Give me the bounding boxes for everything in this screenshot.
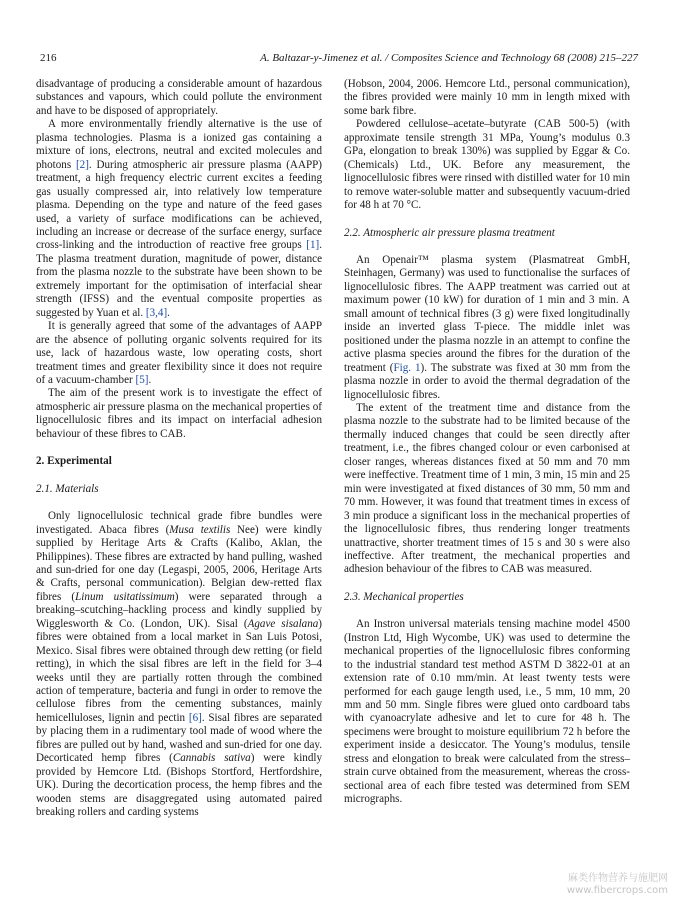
subsection-heading-mechanical: 2.3. Mechanical properties — [344, 590, 464, 603]
right-column — [344, 78, 630, 807]
subsection-heading-plasma: 2.2. Atmospheric air pressure plasma treatment — [344, 226, 555, 239]
paragraph-treatment-extent: The extent of the treatment time and distance from the plasma nozzle to the substrate had to be limited because of the thermally induced changes that could be seen directly after treatment, i.e., the fibres changed colour or even carbonised at closer ranges, whereas distances fixed at 50 mm and 70 mm were ineffective. Treatment time of 1 min, 3 min, 15 min and 25 min were investigated at fixed distances of 30 mm, 50 mm and 70 mm. However, it was found that treatment times in excess of 3 min produce a significant loss in the mechanical properties of the lignocellulosic fibres, thus rendering longer treatments unattractive, shorter treatment times of 15 s and 30 s were also ineffective. After treatment, the mechanical properties and adhesion behaviour of the fibres to CAB was measured. — [344, 401, 630, 576]
paragraph-materials: Only lignocellulosic technical grade fibre bundles were investigated. Abaca fibres (Musa textilis Nee) were kindly supplied by Heritage Arts & Crafts (Kalibo, Aklan, the Philippines). These fibres are extracted by hand pulling, washed and sun-dried for one day (Legaspi, 2005, 2006, Heritage Arts & Crafts, personal communication). Belgian dew-retted flax fibres (Linum usitatissimum) were separated through a breaking–scutching–hackling process and kindly supplied by Wigglesworth & Co. (London, UK). Sisal (Agave sisalana) fibres were obtained from a local market in San Luis Potosi, Mexico. Sisal fibres were obtained through dew retting (or field retting), in which the sisal fibres are left in the field for 3–4 weeks until they are partially rotten through the combined action of temperature, bacteria and fungi in order to remove the cellulose fibres from the cementing substances, mainly hemicelluloses, lignin and pectin [6]. Sisal fibres are separated by placing them in a rudimentary tool made of wood where the fibres are pulled out by hand, washed and sun-dried for one day. Decorticated hemp fibres (Cannabis sativa) were kindly provided by Hemcore Ltd. (Bishops Stortford, Hertfordshire, UK). During the decortication process, the hemp fibres and the wooden stems are disaggregated using automated paired breaking rollers and carding systems — [36, 510, 322, 819]
paragraph-intro-end: disadvantage of producing a considerable amount of hazardous substances and vapours, which could pollute the environment and have to be disposed of appropriately. — [36, 78, 322, 117]
paragraph-instron: An Instron universal materials tensing machine model 4500 (Instron Ltd, High Wycombe, UK) was used to determine the mechanical properties of the lignocellulosic fibres conforming to the industrial standard test method ASTM D 3822-01 at an extension rate of 0.10 mm/min. At least twenty tests were performed for each gauge length used, i.e., 5 mm, 10 mm, 20 mm and 50 mm. Single fibres were glued onto cardboard tabs with cyanoacrylate adhesive and let to cure for 48 h. The specimens were brought to moisture equilibrium 72 h before the experiment inside a desiccator. The Young’s modulus, tensile stress and elongation to break were calculated from the stress–strain curve obtained from the measurement, whereas the cross-sectional area of each fibre tested was determined from SEM micrographs. — [344, 618, 630, 806]
left-column — [36, 78, 322, 820]
paragraph-hemp-cont: (Hobson, 2004, 2006. Hemcore Ltd., personal communication), the fibres provided were mainly 10 mm in length mixed with some bark fibre. — [344, 78, 630, 117]
watermark-line-url: www.fibercrops.com — [566, 885, 668, 896]
paragraph-cab: Powdered cellulose–acetate–butyrate (CAB 500-5) (with approximate tensile strength 31 MPa, Young’s modulus 0.3 GPa, elongation to break 130%) was supplied by Eggar & Co. (Chemicals) Ltd., UK. Before any measurement, the lignocellulosic fibres were rinsed with distilled water for 10 min to remove water-soluble matter and subsequently vacuum-dried for 48 h at 70 °C. — [344, 118, 630, 212]
paragraph-plasma: A more environmentally friendly alternative is the use of plasma technologies. Plasma is a ionized gas containing a mixture of ions, electrons, neutral and excited molecules and photons [2]. During atmospheric air pressure plasma (AAPP) treatment, a high frequency electric current excites a feeding gas usually compressed air, into relatively low temperature plasma. Depending on the type and nature of the feed gases used, a variety of surface modifications can be achieved, including an increase or decrease of the surface energy, surface cross-linking and the introduction of reactive free groups [1]. The plasma treatment duration, magnitude of power, distance from the plasma nozzle to the substrate have been shown to be extremely important for the optimisation of interfacial shear strength (IFSS) and the eventual composite properties as suggested by Yuan et al. [3,4]. — [36, 118, 322, 319]
page-number: 216 — [40, 52, 57, 64]
subsection-heading-materials: 2.1. Materials — [36, 482, 99, 495]
section-heading-experimental: 2. Experimental — [36, 455, 112, 468]
paragraph-advantages: It is generally agreed that some of the advantages of AAPP are the absence of polluting organic solvents required for its use, lack of hazardous waste, low operating costs, short treatment times and greater flexibility since it does not require of a vacuum-chamber [5]. — [36, 320, 322, 386]
citation-link[interactable]: [3,4] — [145, 306, 168, 319]
paragraph-aim: The aim of the present work is to investigate the effect of atmospheric air pressure plasma on the mechanical properties of lignocellulosic fibres and its impact on interfacial adhesion behaviour of these fibres to CAB. — [36, 387, 322, 440]
citation-link[interactable]: [6] — [188, 711, 202, 724]
page-header — [40, 52, 638, 66]
citation-link[interactable]: [5] — [135, 373, 149, 386]
running-head: A. Baltazar-y-Jimenez et al. / Composites Science and Technology 68 (2008) 215–227 — [260, 52, 638, 64]
citation-link[interactable]: [2] — [75, 158, 89, 171]
watermark-line-cn: 麻类作物营养与施肥网 — [568, 873, 668, 884]
figure-link[interactable]: Fig. 1 — [393, 361, 421, 374]
watermark — [567, 873, 668, 897]
paragraph-openair: An Openair™ plasma system (Plasmatreat GmbH, Steinhagen, Germany) was used to functionalise the surfaces of lignocellulosic fibres. The AAPP treatment was carried out at maximum power (10 kW) for duration of 1 min and 3 min. A small amount of technical fibres (3 g) were fixed longitudinally inside an inverted glass T-piece. The middle inlet was positioned under the plasma nozzle in an attempt to confine the active plasma species around the fibres for the duration of the treatment (Fig. 1). The substrate was fixed at 30 mm from the plasma nozzle in order to avoid the thermal degradation of the lignocellulosic fibres. — [344, 253, 630, 401]
citation-link[interactable]: [1] — [306, 239, 320, 252]
